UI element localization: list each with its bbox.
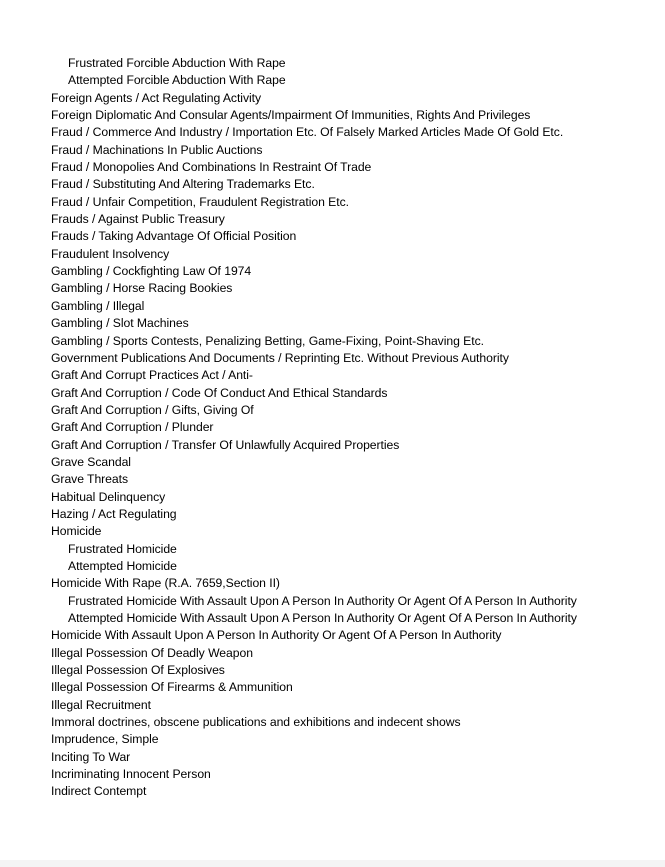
list-item: Illegal Recruitment: [51, 697, 151, 712]
list-item: Foreign Agents / Act Regulating Activity: [51, 90, 262, 105]
list-subitem: Attempted Homicide: [68, 558, 177, 573]
list-item: Fraud / Monopolies And Combinations In Restraint Of Trade: [51, 160, 372, 175]
list-subitem: Frustrated Forcible Abduction With Rape: [68, 56, 286, 70]
list-item: Inciting To War: [51, 749, 131, 764]
list-item: Indirect Contempt: [51, 784, 147, 799]
offense-list: [51, 55, 577, 801]
list-item: Frauds / Taking Advantage Of Official Position: [51, 229, 297, 244]
list-item: Habitual Delinquency: [51, 489, 166, 504]
list-item: Gambling / Cockfighting Law Of 1974: [51, 264, 252, 279]
list-item: Graft And Corruption / Plunder: [51, 420, 214, 435]
list-item: Imprudence, Simple: [51, 732, 159, 747]
list-item: Fraudulent Insolvency: [51, 246, 170, 261]
list-item: Grave Threats: [51, 472, 129, 487]
list-item: Immoral doctrines, obscene publications and exhibitions and indecent shows: [51, 715, 461, 730]
list-item: Homicide: [51, 524, 102, 539]
list-item: Illegal Possession Of Deadly Weapon: [51, 645, 253, 660]
list-item: Gambling / Horse Racing Bookies: [51, 281, 233, 296]
list-item: Gambling / Slot Machines: [51, 316, 189, 331]
list-item: Homicide With Assault Upon A Person In Authority Or Agent Of A Person In Authority: [51, 628, 502, 643]
list-item: Fraud / Substituting And Altering Trademarks Etc.: [51, 177, 315, 192]
list-item: Gambling / Sports Contests, Penalizing Betting, Game-Fixing, Point-Shaving Etc.: [51, 333, 484, 348]
list-item: Fraud / Commerce And Industry / Importation Etc. Of Falsely Marked Articles Made Of Gold Etc.: [51, 125, 564, 140]
list-item: Homicide With Rape (R.A. 7659,Section II): [51, 576, 280, 591]
list-item: Hazing / Act Regulating: [51, 506, 177, 521]
list-item: Illegal Possession Of Explosives: [51, 663, 225, 678]
list-item: Government Publications And Documents / Reprinting Etc. Without Previous Authority: [51, 350, 509, 365]
list-item: Illegal Possession Of Firearms & Ammunition: [51, 680, 293, 695]
list-item: Grave Scandal: [51, 454, 131, 469]
list-item: Fraud / Machinations In Public Auctions: [51, 142, 263, 157]
list-subitem: Attempted Homicide With Assault Upon A Person In Authority Or Agent Of A Person In Authority: [68, 611, 577, 625]
list-item: Foreign Diplomatic And Consular Agents/Impairment Of Immunities, Rights And Privileges: [51, 108, 531, 123]
list-item: Fraud / Unfair Competition, Fraudulent Registration Etc.: [51, 194, 349, 209]
list-item: Graft And Corruption / Transfer Of Unlawfully Acquired Properties: [51, 437, 400, 452]
list-item: Graft And Corrupt Practices Act / Anti-: [51, 368, 253, 383]
list-item: Graft And Corruption / Code Of Conduct And Ethical Standards: [51, 385, 388, 400]
list-item: Graft And Corruption / Gifts, Giving Of: [51, 402, 254, 417]
list-subitem: Frustrated Homicide: [68, 541, 177, 556]
list-subitem: Attempted Forcible Abduction With Rape: [68, 73, 286, 88]
list-subitem: Frustrated Homicide With Assault Upon A Person In Authority Or Agent Of A Person In Authority: [68, 593, 577, 608]
list-item: Gambling / Illegal: [51, 298, 145, 313]
list-item: Frauds / Against Public Treasury: [51, 212, 225, 227]
page-bottom-edge: [0, 860, 665, 867]
list-item: Incriminating Innocent Person: [51, 767, 211, 782]
